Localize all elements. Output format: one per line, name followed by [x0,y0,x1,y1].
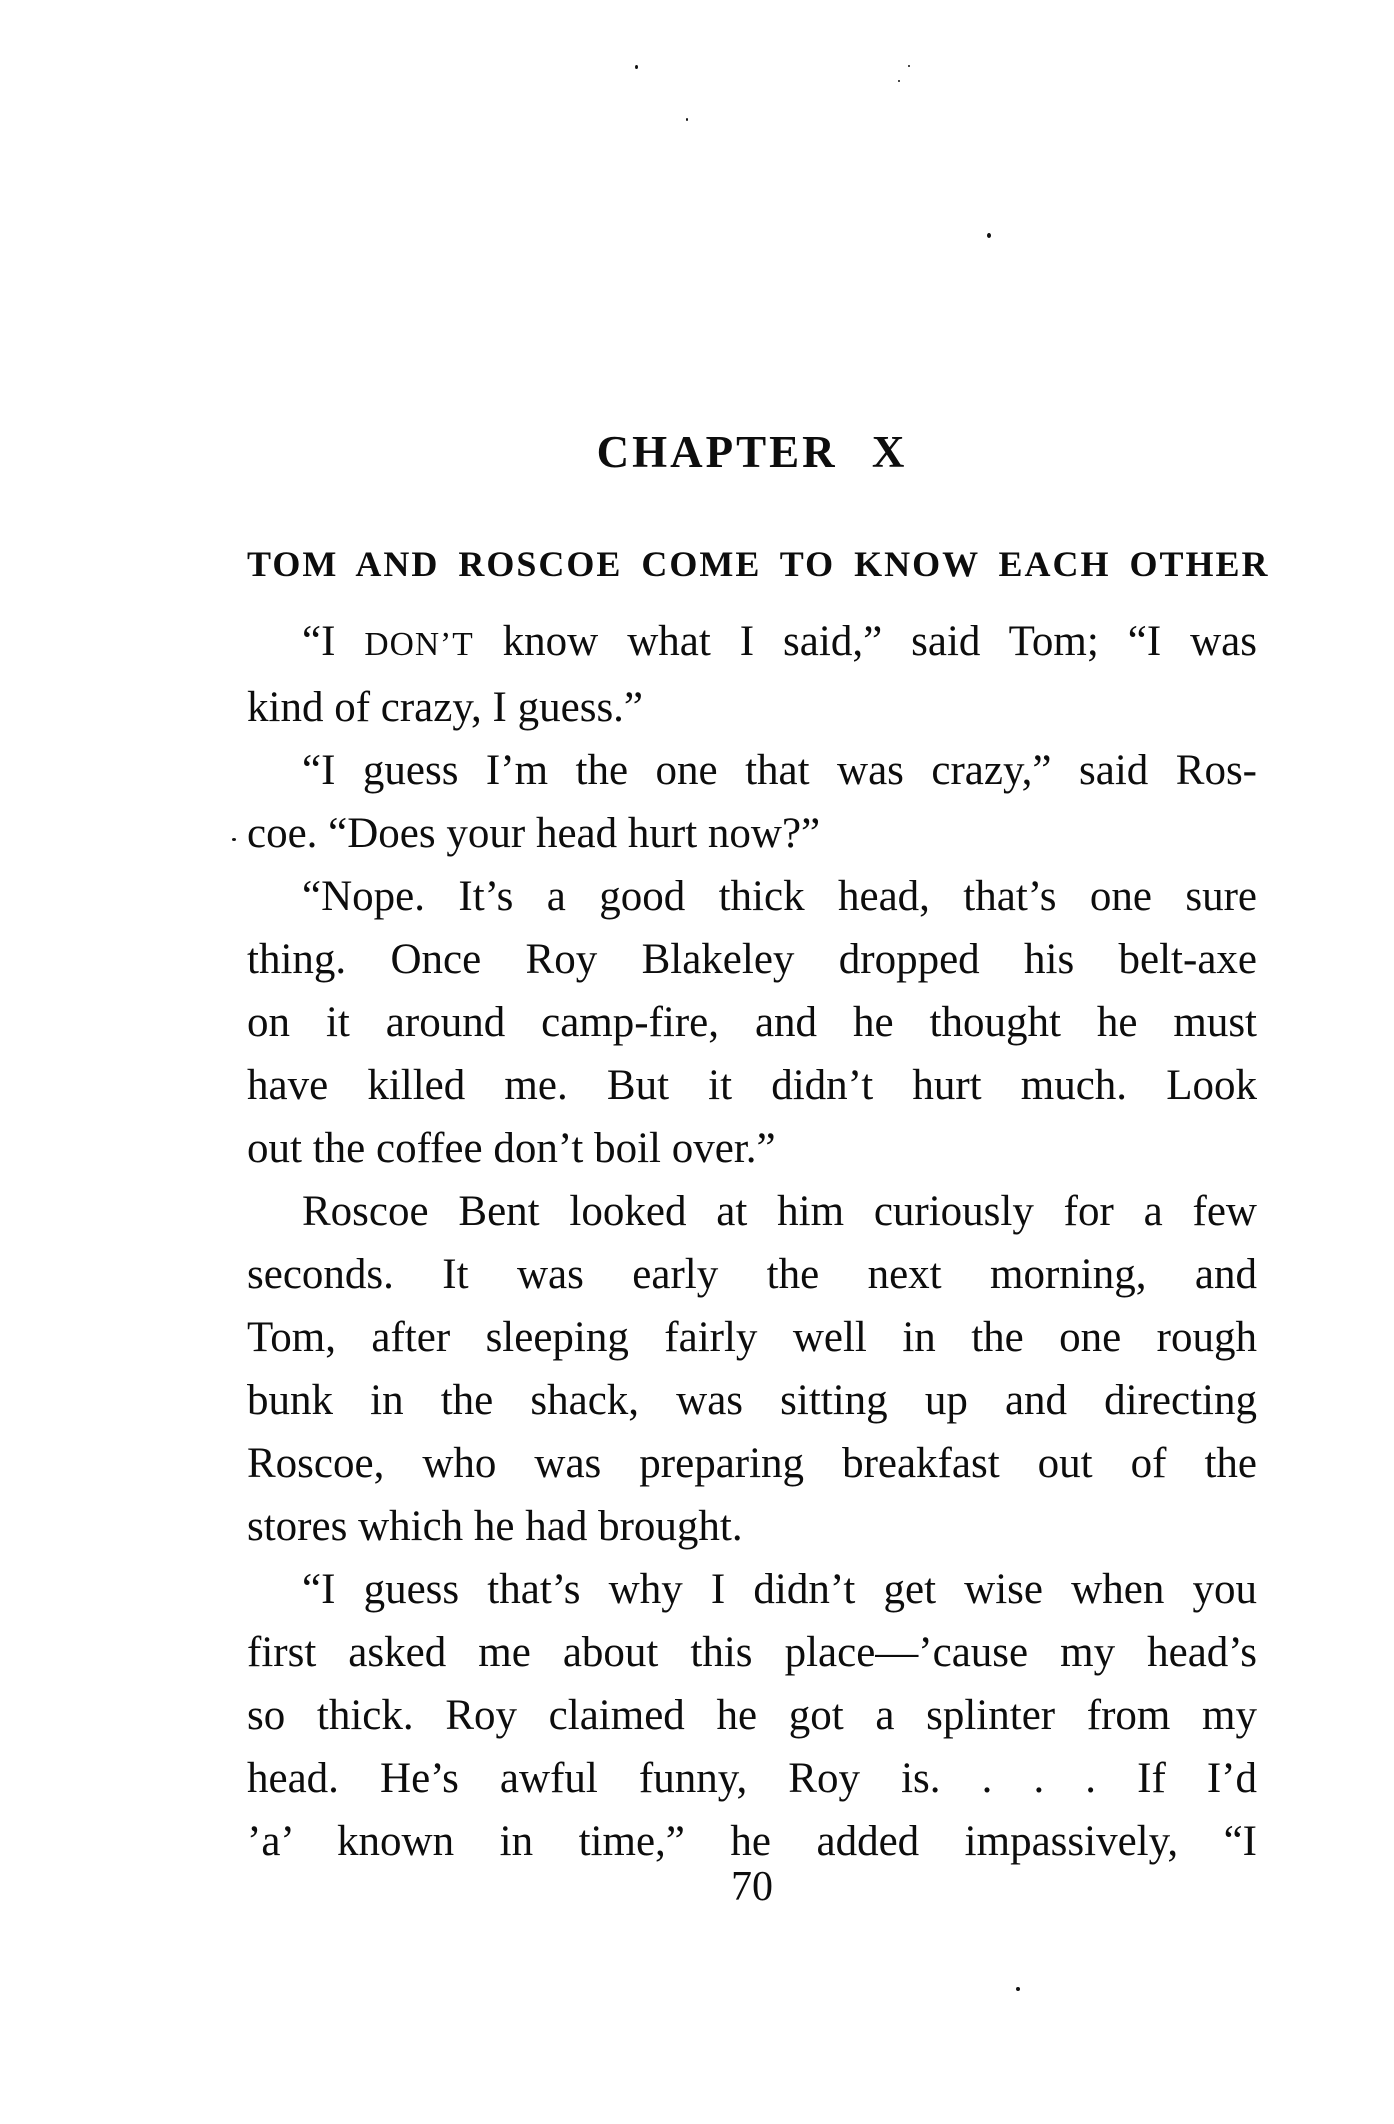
chapter-heading: CHAPTER X [596,427,908,478]
text-line: first asked me about this place—’cause my head’s [247,1629,1257,1676]
text-line: thing. Once Roy Blakeley dropped his belt-axe [247,936,1257,983]
scan-speck [908,65,910,67]
scan-speck [635,65,638,69]
chapter-subtitle: TOM AND ROSCOE COME TO KNOW EACH OTHER [247,543,1270,584]
scan-speck [232,838,236,841]
paragraph [247,1558,1257,1873]
paragraph [247,1180,1257,1558]
text-line: stores which he had brought. [247,1503,743,1550]
text-line: coe. “Does your head hurt now?” [247,810,821,857]
paragraph [247,610,1257,739]
text-line: seconds. It was early the next morning, and [247,1251,1257,1298]
text-line: Tom, after sleeping fairly well in the one rough [247,1314,1257,1361]
text-line: on it around camp-fire, and he thought he must [247,999,1257,1046]
paragraph [247,865,1257,1180]
paragraph [247,739,1257,865]
text-line: head. He’s awful funny, Roy is. . . . If I’d [247,1755,1257,1802]
scan-speck [898,80,900,82]
text-line: “I guess I’m the one that was crazy,” said Ros- [302,747,1257,794]
text-line: so thick. Roy claimed he got a splinter from my [247,1692,1257,1739]
page-number: 70 [731,1864,773,1910]
body-text [247,610,1257,1873]
text-line: “I guess that’s why I didn’t get wise when you [302,1566,1257,1613]
scan-speck [686,118,688,121]
text-line: ’a’ known in time,” he added impassively, “I [247,1818,1257,1865]
text-line: have killed me. But it didn’t hurt much. Look [247,1062,1257,1109]
scan-speck [987,233,991,238]
smallcaps-text: DON’T [364,626,474,663]
text-line: Roscoe Bent looked at him curiously for a few [302,1188,1257,1235]
text-line: “I DON’T know what I said,” said Tom; “I was [302,618,1258,665]
text-line: bunk in the shack, was sitting up and directing [247,1377,1257,1424]
text-line: kind of crazy, I guess.” [247,684,644,731]
text-line: “Nope. It’s a good thick head, that’s one sure [302,873,1257,920]
text-line: out the coffee don’t boil over.” [247,1125,776,1172]
text-line: Roscoe, who was preparing breakfast out of the [247,1440,1257,1487]
scan-speck [1016,1987,1020,1991]
